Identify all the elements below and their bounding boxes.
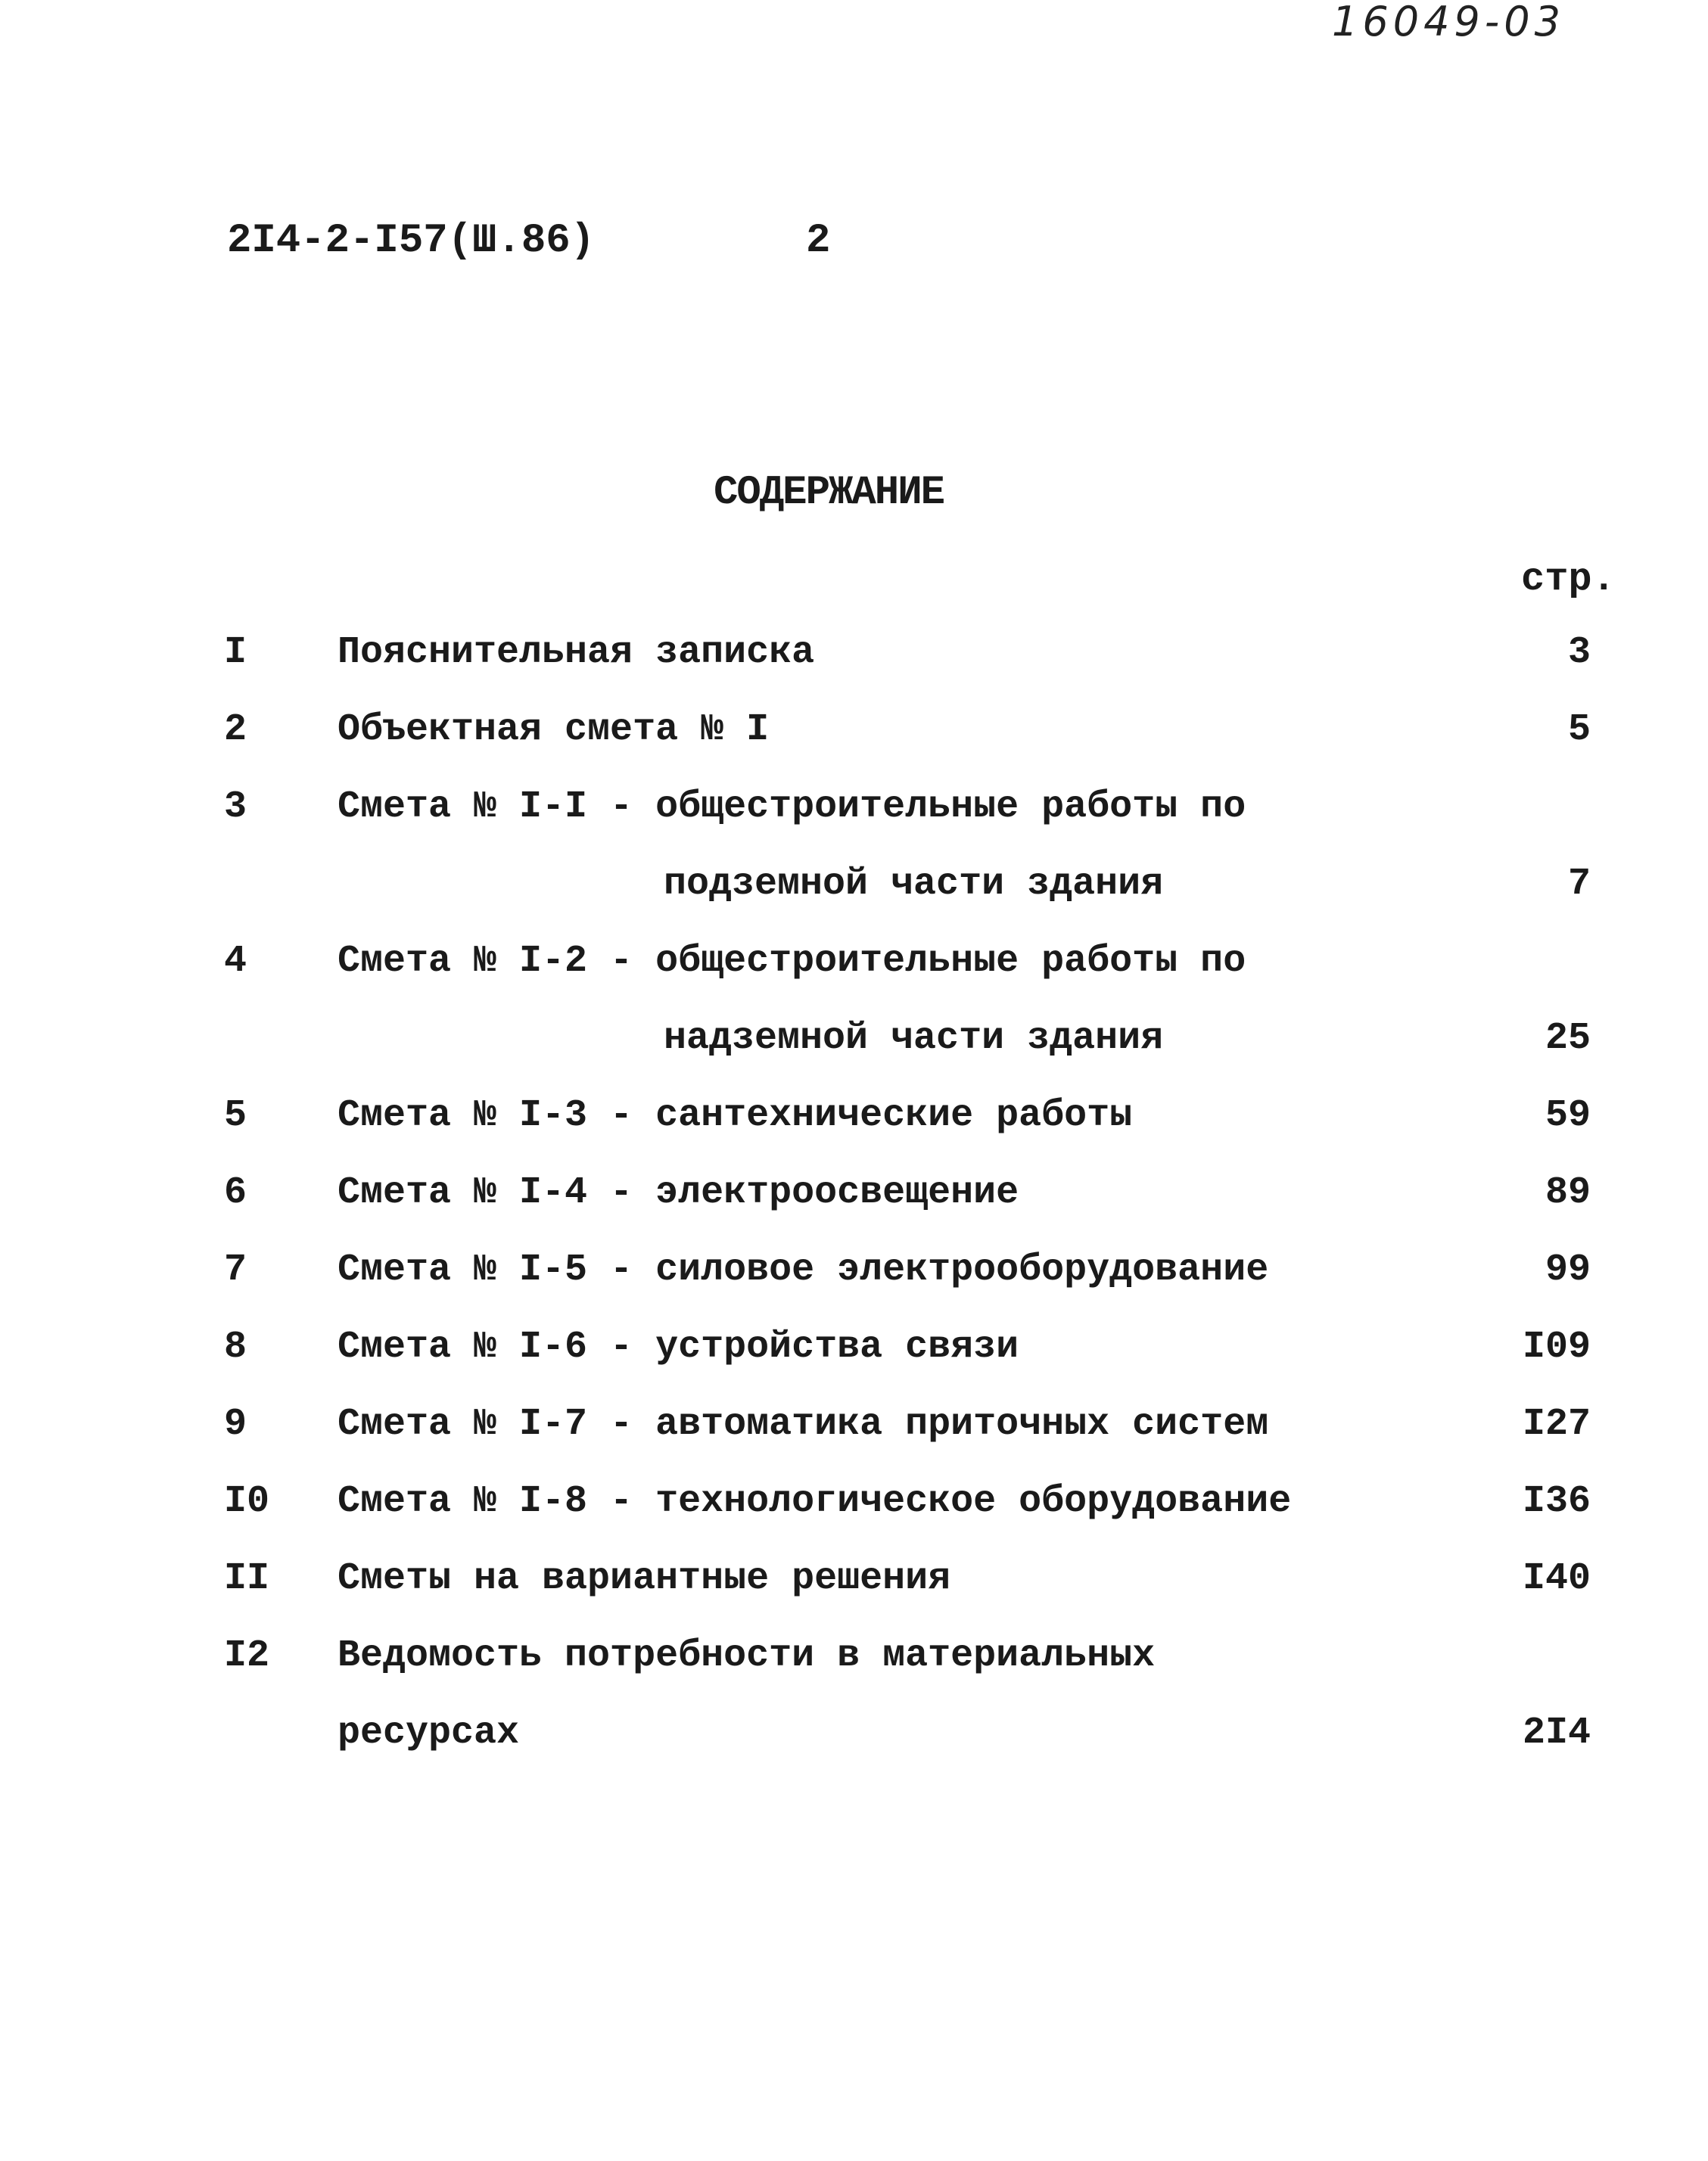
toc-entry-title: Пояснительная записка [338,631,815,674]
toc-entry-number: 5 [224,1094,247,1137]
toc-entry-number: 4 [224,940,247,983]
toc-entry-title-continuation: подземной части здания [664,863,1164,906]
document-code: 2I4-2-I57(Ш.86) [227,218,596,264]
page-number: 2 [806,218,831,264]
toc-entry-page: 5 [1567,708,1591,751]
toc-entry-number: I2 [224,1634,270,1677]
toc-entry-page: I09 [1522,1326,1591,1369]
toc-entry-page: 25 [1545,1017,1591,1060]
toc-entry-number: 9 [224,1403,247,1446]
toc-entry-title: Смета № I-2 - общестроительные работы по [338,940,1246,983]
toc-entry-title: Смета № I-I - общестроительные работы по [338,785,1246,829]
toc-entry-number: I [224,631,247,674]
page-column-label: стр. [1521,557,1616,602]
toc-entry-number: II [224,1557,270,1600]
toc-entry-title: Смета № I-7 - автоматика приточных систем [338,1403,1269,1446]
toc-entry-page: 99 [1545,1248,1591,1292]
toc-entry-title: Смета № I-5 - силовое электрооборудование [338,1248,1269,1292]
toc-entry-title: Объектная смета № I [338,708,770,751]
page-title: СОДЕРЖАНИЕ [713,470,944,516]
toc-entry-number: 7 [224,1248,247,1292]
toc-entry-title-continuation: надземной части здания [664,1017,1164,1060]
toc-entry-page: 59 [1545,1094,1591,1137]
toc-entry-page: 7 [1567,863,1591,906]
toc-entry-number: 2 [224,708,247,751]
toc-entry-title-continuation: ресурсах [338,1712,520,1755]
toc-entry-page: 3 [1567,631,1591,674]
toc-entry-title: Смета № I-8 - технологическое оборудование [338,1480,1292,1523]
handwritten-archive-number: 16049-03 [1332,0,1565,45]
toc-entry-title: Ведомость потребности в материальных [338,1634,1156,1677]
toc-entry-page: I36 [1522,1480,1591,1523]
toc-entry-page: 89 [1545,1171,1591,1214]
toc-entry-title: Сметы на вариантные решения [338,1557,951,1600]
toc-entry-number: 6 [224,1171,247,1214]
toc-entry-title: Смета № I-6 - устройства связи [338,1326,1019,1369]
toc-entry-number: 8 [224,1326,247,1369]
toc-entry-page: I40 [1522,1557,1591,1600]
toc-entry-page: I27 [1522,1403,1591,1446]
toc-entry-page: 2I4 [1522,1712,1591,1755]
toc-entry-title: Смета № I-4 - электроосвещение [338,1171,1019,1214]
toc-entry-title: Смета № I-3 - сантехнические работы [338,1094,1133,1137]
toc-entry-number: 3 [224,785,247,829]
toc-entry-number: I0 [224,1480,270,1523]
